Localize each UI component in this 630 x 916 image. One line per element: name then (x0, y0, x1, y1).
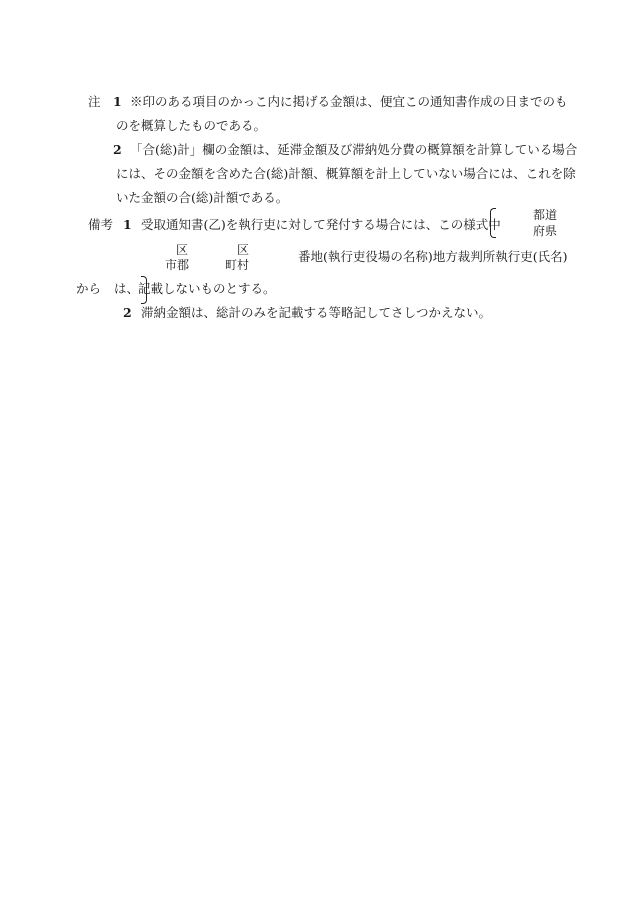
remarks-label: 備考 (88, 217, 114, 232)
note-2-line-2: には、その金額を含めた合(総)計額、概算額を計上していない場合には、これを除 (116, 166, 576, 181)
remark-1-number: 1 (123, 217, 132, 232)
note-1-line-2: のを概算したものである。 (116, 118, 267, 133)
remark-2-number: 2 (123, 305, 132, 320)
ward-label-2: 区 (237, 243, 250, 257)
note-1-number: 1 (113, 94, 122, 109)
city-county-label: 市郡 (165, 258, 190, 272)
address-text: 番地(執行吏役場の名称)地方裁判所執行吏(氏名) (298, 249, 568, 264)
town-village-label: 町村 (225, 258, 250, 272)
prefecture-bottom: 府県 (533, 224, 558, 238)
note-1-line-1: ※印のある項目のかっこ内に掲げる金額は、便宜この通知書作成の日までのも (130, 94, 568, 109)
wa-text: は、 (114, 281, 140, 296)
ward-label-1: 区 (176, 243, 189, 257)
note-2-line-3: いた金額の合(総)計額である。 (116, 190, 289, 205)
prefecture-top: 都道 (533, 208, 558, 222)
kara-text: から (76, 281, 102, 296)
remark-1-line-1: 受取通知書(乙)を執行吏に対して発付する場合には、この様式中 (141, 217, 501, 232)
note-2-line-1: 「合(総)計」欄の金額は、延滞金額及び滞納処分費の概算額を計算している場合 (130, 142, 578, 157)
note-2-number: 2 (113, 142, 122, 157)
remark-1-end: 記載しないものとする。 (138, 281, 276, 296)
left-bracket-mark (490, 208, 496, 238)
notes-label: 注 (88, 94, 101, 109)
remark-2-text: 滞納金額は、総計のみを記載する等略記してさしつかえない。 (141, 305, 492, 320)
